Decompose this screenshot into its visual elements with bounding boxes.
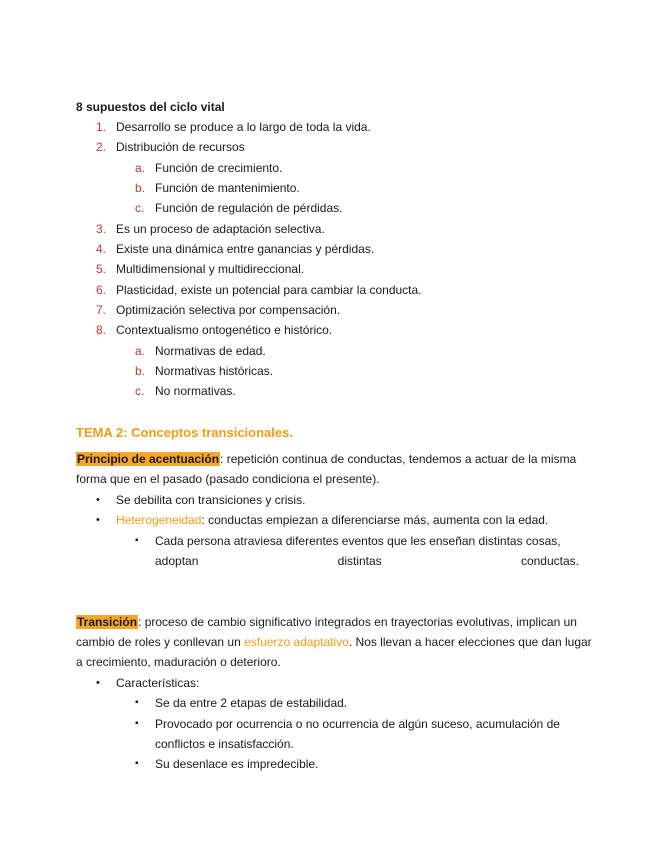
justified-line xyxy=(155,554,579,568)
sub-bullet-item: Provocado por ocurrencia o no ocurrencia de algún suceso, acumulación de xyxy=(155,717,560,731)
sublist-letter: b. xyxy=(135,364,146,378)
sublist-letter: c. xyxy=(135,201,145,215)
bullet-icon: • xyxy=(96,494,100,506)
sublist-item: Función de crecimiento. xyxy=(155,161,283,175)
list-number: 2. xyxy=(96,140,107,154)
list-number: 3. xyxy=(96,222,107,236)
list-number: 1. xyxy=(96,120,107,134)
square-bullet-icon: ▪ xyxy=(135,758,139,769)
definition-text: : repetición continua de conductas, tendemos a actuar de la misma xyxy=(220,452,577,466)
word: adoptan xyxy=(155,554,199,568)
sub-bullet-item: Se da entre 2 etapas de estabilidad. xyxy=(155,696,348,710)
list-number: 6. xyxy=(96,283,107,297)
sublist-letter: a. xyxy=(135,161,146,175)
colored-term: esfuerzo adaptativo xyxy=(244,635,349,649)
list-number: 7. xyxy=(96,303,107,317)
bullet-icon: • xyxy=(96,677,100,689)
square-bullet-icon: ▪ xyxy=(135,718,139,729)
list-item: Distribución de recursos xyxy=(116,140,245,154)
list-number: 8. xyxy=(96,323,107,337)
paragraph-line: forma que en el pasado (pasado condiciona el presente). xyxy=(76,472,380,486)
highlighted-term: Principio de acentuación xyxy=(77,452,220,466)
sublist-item: Función de regulación de pérdidas. xyxy=(155,201,343,215)
word: distintas xyxy=(337,554,382,568)
highlighted-term: Transición xyxy=(77,615,138,629)
bullet-item: Se debilita con transiciones y crisis. xyxy=(116,493,306,507)
sublist-letter: b. xyxy=(135,181,146,195)
bullet-item: Características: xyxy=(116,676,200,690)
sublist-item: No normativas. xyxy=(155,384,236,398)
list-number: 5. xyxy=(96,262,107,276)
square-bullet-icon: ▪ xyxy=(135,535,139,546)
list-item: Multidimensional y multidireccional. xyxy=(116,262,305,276)
list-item: Desarrollo se produce a lo largo de toda la vida. xyxy=(116,120,371,134)
paragraph-line: Transición: proceso de cambio significativo integrados en trayectorias evolutivas, implican un xyxy=(77,615,577,629)
list-number: 4. xyxy=(96,242,107,256)
sub-bullet-item: conflictos e insatisfacción. xyxy=(155,737,294,751)
paragraph-line: cambio de roles y conllevan un esfuerzo adaptativo. Nos llevan a hacer elecciones que dan lugar xyxy=(76,635,592,649)
colored-term: Heterogeneidad xyxy=(116,513,202,527)
sub-bullet-item: Cada persona atraviesa diferentes eventos que les enseñan distintas cosas, xyxy=(155,534,561,548)
paragraph-line: a crecimiento, maduración o deterioro. xyxy=(76,655,281,669)
section-heading: TEMA 2: Conceptos transicionales. xyxy=(76,425,293,440)
list-item: Existe una dinámica entre ganancias y pérdidas. xyxy=(116,242,375,256)
sub-bullet-item: Su desenlace es impredecible. xyxy=(155,757,319,771)
list-item: Optimización selectiva por compensación. xyxy=(116,303,341,317)
bullet-item: Heterogeneidad: conductas empiezan a diferenciarse más, aumenta con la edad. xyxy=(116,513,549,527)
section-title: 8 supuestos del ciclo vital xyxy=(76,100,225,114)
sublist-letter: c. xyxy=(135,384,145,398)
paragraph-line xyxy=(76,452,576,466)
sublist-item: Normativas de edad. xyxy=(155,344,266,358)
bullet-icon: • xyxy=(96,514,100,526)
square-bullet-icon: ▪ xyxy=(135,697,139,708)
sublist-item: Normativas históricas. xyxy=(155,364,274,378)
list-item: Es un proceso de adaptación selectiva. xyxy=(116,222,325,236)
list-item: Contextualismo ontogenético e histórico. xyxy=(116,323,333,337)
sublist-letter: a. xyxy=(135,344,146,358)
sublist-item: Función de mantenimiento. xyxy=(155,181,300,195)
list-item: Plasticidad, existe un potencial para cambiar la conducta. xyxy=(116,283,422,297)
word: conductas. xyxy=(520,554,579,568)
